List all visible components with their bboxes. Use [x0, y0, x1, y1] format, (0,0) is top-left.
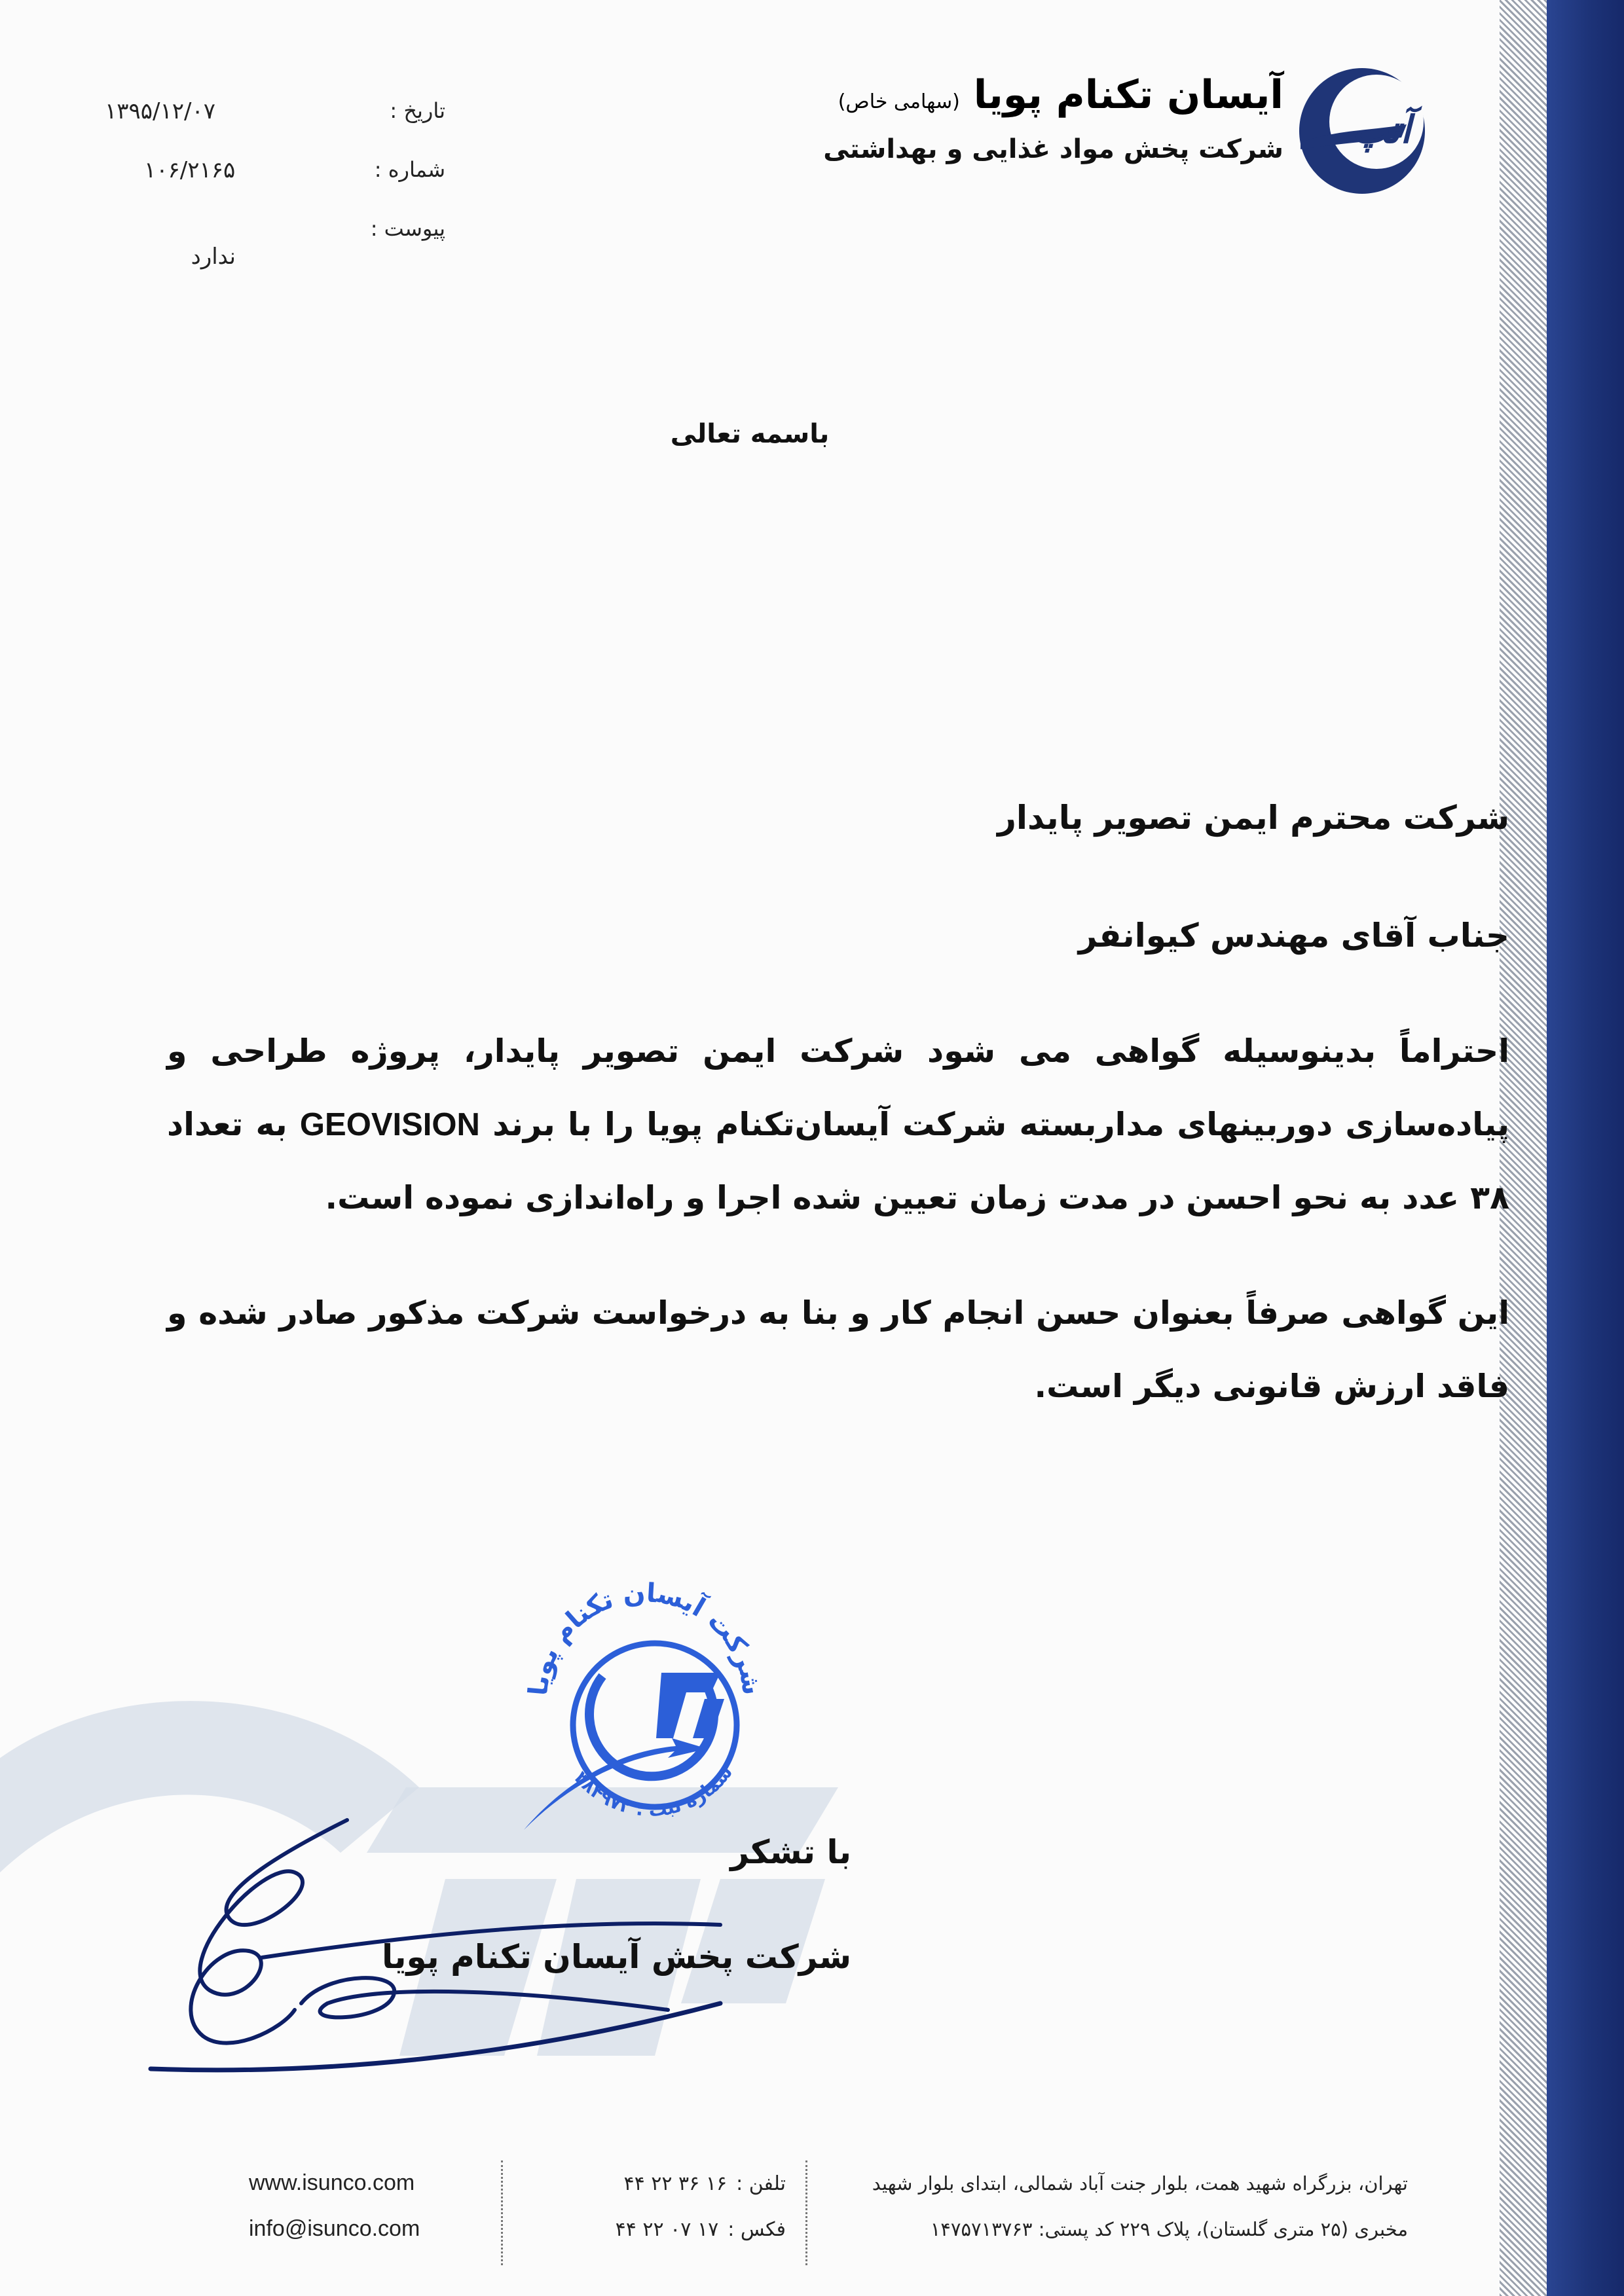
logo-letters: آتپ [1352, 107, 1411, 152]
company-legal-type: (سهامی خاص) [838, 90, 960, 113]
attachment-value: ندارد [191, 244, 236, 270]
fax-value: ۱۷ ۰۷ ۲۲ ۴۴ [615, 2218, 719, 2241]
letter-meta [105, 98, 445, 288]
seal-arc-text-bottom: شماره ثبت : ۳۸۴۹۷۲ [570, 1761, 737, 1821]
number-label: شماره : [374, 157, 445, 182]
meta-number-row [105, 157, 445, 196]
body-paragraph-1 [167, 1015, 1509, 1235]
footer-fax [524, 2218, 786, 2241]
phone-value: ۱۶ ۳۶ ۲۲ ۴۴ [623, 2172, 728, 2195]
footer-divider-1 [501, 2160, 503, 2265]
invocation-heading: باسمه تعالی [670, 419, 830, 449]
meta-attachment-value-row [105, 244, 445, 283]
body-paragraph-2: این گواهی صرفاً بعنوان حسن انجام کار و بنا به درخواست شرکت مذکور صادر شده و فاقد ارزش قانونی دیگر است. [167, 1294, 1509, 1405]
footer-phone [524, 2172, 786, 2195]
aisan-logo-icon [1297, 65, 1428, 196]
company-subtitle: شرکت پخش مواد غذایی و بهداشتی [823, 134, 1283, 164]
date-value: ۱۳۹۵/۱۲/۰۷ [105, 98, 216, 124]
closing-company: شرکت پخش آیسان تکنام پویا [382, 1938, 851, 1976]
seal-arc-text-top: شرکت آیسان تکنام پویا [523, 1577, 767, 1698]
company-name [694, 72, 1283, 118]
paragraph-1-end: به تعداد ۳۸ عدد به نحو احسن در مدت زمان تعیین شده اجرا و راه‌اندازی نموده است. [167, 1106, 1509, 1216]
number-value: ۱۰۶/۲۱۶۵ [144, 157, 236, 183]
side-band [1547, 0, 1624, 2296]
fax-label: فکس : [728, 2218, 786, 2241]
phone-label: تلفن : [736, 2172, 786, 2195]
date-label: تاریخ : [390, 98, 445, 123]
svg-text:شرکت آیسان تکنام پویا [523, 1578, 767, 1698]
meta-date-row [105, 98, 445, 137]
company-name-text: آیسان تکنام پویا [973, 72, 1283, 118]
footer-address-line-1: تهران، بزرگراه شهید همت، بلوار جنت آباد شمالی، ابتدای بلوار شهید [872, 2172, 1408, 2195]
brand-name: GEOVISION [299, 1107, 480, 1142]
footer-email[interactable]: info@isunco.com [249, 2216, 420, 2241]
paragraph-1-start: احتراماً بدینوسیله گواهی می شود شرکت ایمن تصویر پایدار، پروژه طراحی و پیاده‌سازی دوربینهای مداربسته شرکت آیسان‌تکنام پویا را با برند [167, 1032, 1510, 1143]
recipient-person: جناب آقای مهندس کیوانفر [1078, 917, 1509, 955]
handwritten-signature-icon [131, 1794, 805, 2095]
closing-thanks: با تشکر [730, 1833, 851, 1871]
attachment-label: پیوست : [370, 216, 445, 241]
recipient-company: شرکت محترم ایمن تصویر پایدار [997, 799, 1509, 837]
footer-address-line-2: مخبری (۲۵ متری گلستان)، پلاک ۲۲۹ کد پستی: ۱۴۷۵۷۱۳۷۶۳ [930, 2218, 1408, 2240]
footer-website[interactable]: www.isunco.com [249, 2170, 415, 2195]
